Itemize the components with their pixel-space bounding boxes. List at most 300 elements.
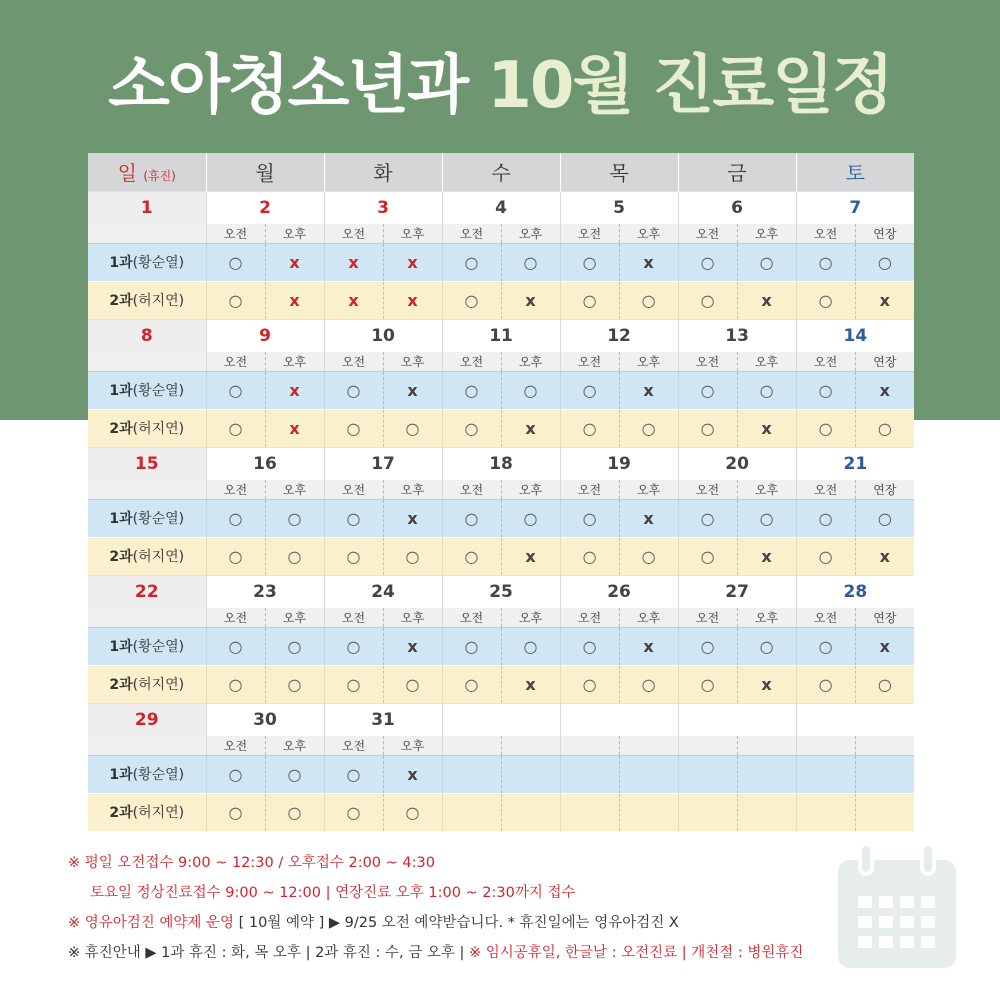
session-pm: 오후 — [619, 352, 678, 371]
open-mark: ○ — [228, 380, 243, 400]
closed-mark: x — [879, 380, 890, 400]
session-pm: 오후 — [265, 224, 324, 243]
availability-cell — [442, 537, 501, 575]
availability-cell — [737, 371, 796, 409]
closed-mark: x — [525, 290, 536, 310]
session-am: 오전 — [560, 224, 619, 243]
session-am: 오전 — [678, 224, 737, 243]
empty-slot — [501, 755, 560, 793]
availability-cell — [501, 371, 560, 409]
session-am: 오전 — [796, 224, 855, 243]
open-mark: ○ — [700, 290, 715, 310]
availability-cell — [206, 499, 265, 537]
availability-cell — [619, 627, 678, 665]
availability-cell — [265, 627, 324, 665]
open-mark: ○ — [346, 674, 361, 694]
open-mark: ○ — [228, 418, 243, 438]
empty-date — [796, 703, 914, 736]
open-mark: ○ — [464, 290, 479, 310]
closed-mark: x — [407, 380, 418, 400]
doctor-label — [88, 243, 206, 281]
availability-cell — [501, 537, 560, 575]
open-mark: ○ — [287, 546, 302, 566]
availability-cell — [265, 281, 324, 319]
doctor-name: (황순열) — [132, 511, 185, 527]
availability-cell — [383, 665, 442, 703]
closed-mark: x — [761, 418, 772, 438]
availability-cell — [383, 371, 442, 409]
date-cell: 27 — [678, 575, 796, 608]
availability-cell — [501, 499, 560, 537]
session-pm: 오후 — [619, 480, 678, 499]
availability-cell — [796, 665, 855, 703]
closed-mark: x — [761, 546, 772, 566]
session-am: 오전 — [442, 224, 501, 243]
availability-cell — [206, 793, 265, 831]
availability-cell — [855, 499, 914, 537]
session-header-row — [88, 608, 914, 627]
doctor-name: (황순열) — [132, 639, 185, 655]
open-mark: ○ — [464, 418, 479, 438]
session-am: 오전 — [678, 608, 737, 627]
open-mark: ○ — [818, 508, 833, 528]
closed-mark: x — [289, 418, 300, 438]
availability-cell — [560, 243, 619, 281]
closed-mark: x — [643, 636, 654, 656]
session-header-row — [88, 352, 914, 371]
availability-cell — [560, 665, 619, 703]
date-cell: 17 — [324, 447, 442, 480]
doctor-dept: 2과 — [109, 293, 133, 309]
availability-cell — [265, 793, 324, 831]
date-cell: 23 — [206, 575, 324, 608]
availability-cell — [737, 627, 796, 665]
weekday-tue: 화 — [324, 153, 442, 191]
date-cell: 13 — [678, 319, 796, 352]
availability-cell — [442, 499, 501, 537]
open-mark: ○ — [582, 636, 597, 656]
doctor-label — [88, 793, 206, 831]
open-mark: ○ — [700, 380, 715, 400]
availability-cell — [324, 281, 383, 319]
session-am: 오전 — [324, 736, 383, 755]
session-header-row — [88, 480, 914, 499]
open-mark: ○ — [582, 546, 597, 566]
empty-slot — [501, 793, 560, 831]
session-am: 오전 — [796, 352, 855, 371]
availability-cell — [855, 243, 914, 281]
doctor-name: (허지연) — [132, 805, 185, 822]
open-mark: ○ — [759, 508, 774, 528]
availability-cell — [737, 243, 796, 281]
availability-cell — [560, 627, 619, 665]
open-mark: ○ — [523, 380, 538, 400]
date-sunday: 29 — [88, 703, 206, 736]
session-am: 오전 — [206, 608, 265, 627]
open-mark: ○ — [346, 380, 361, 400]
session-pm: 오후 — [383, 352, 442, 371]
notes — [68, 848, 948, 968]
session-am: 오전 — [560, 608, 619, 627]
weekday-sun: 일 (휴진) — [88, 153, 206, 191]
availability-cell — [206, 627, 265, 665]
empty-slot — [855, 755, 914, 793]
open-mark: ○ — [346, 508, 361, 528]
open-mark: ○ — [877, 252, 892, 272]
open-mark: ○ — [287, 764, 302, 784]
schedule-calendar — [88, 153, 914, 831]
session-label-blank — [88, 480, 206, 499]
session-header-row — [88, 224, 914, 243]
availability-cell — [265, 243, 324, 281]
session-am: 오전 — [442, 480, 501, 499]
empty-slot — [442, 755, 501, 793]
availability-cell — [206, 755, 265, 793]
availability-cell — [678, 409, 737, 447]
empty-date — [678, 703, 796, 736]
open-mark: ○ — [346, 546, 361, 566]
availability-cell — [737, 665, 796, 703]
empty-session — [796, 736, 855, 755]
empty-session — [678, 736, 737, 755]
availability-cell — [855, 371, 914, 409]
weekday-thu: 목 — [560, 153, 678, 191]
session-label-blank — [88, 352, 206, 371]
availability-cell — [560, 281, 619, 319]
session-pm: 오후 — [501, 480, 560, 499]
open-mark: ○ — [818, 674, 833, 694]
open-mark: ○ — [641, 418, 656, 438]
availability-cell — [678, 665, 737, 703]
open-mark: ○ — [759, 636, 774, 656]
closed-mark: x — [407, 252, 418, 272]
week-date-row — [88, 703, 914, 736]
open-mark: ○ — [405, 418, 420, 438]
doctor-row-2 — [88, 665, 914, 703]
weekday-header — [88, 153, 914, 191]
date-cell: 5 — [560, 191, 678, 224]
empty-session — [737, 736, 796, 755]
open-mark: ○ — [818, 546, 833, 566]
open-mark: ○ — [287, 636, 302, 656]
session-label-blank — [88, 224, 206, 243]
availability-cell — [442, 281, 501, 319]
session-am: 오전 — [678, 480, 737, 499]
empty-slot — [619, 755, 678, 793]
doctor-name: (허지연) — [132, 421, 185, 437]
open-mark: ○ — [641, 674, 656, 694]
availability-cell — [678, 499, 737, 537]
open-mark: ○ — [228, 764, 243, 784]
closed-mark: x — [643, 508, 654, 528]
week-date-row — [88, 575, 914, 608]
note-closure: ※ 휴진안내 ▶ 1과 휴진 : 화, 목 오후 | 2과 휴진 : 수, 금 오후 | ※ 임시공휴일, 한글날 : 오전진료 | 개천절 : 병원휴진 — [68, 945, 804, 961]
empty-slot — [560, 755, 619, 793]
availability-cell — [383, 499, 442, 537]
open-mark: ○ — [228, 546, 243, 566]
availability-cell — [501, 281, 560, 319]
open-mark: ○ — [582, 252, 597, 272]
empty-session — [619, 736, 678, 755]
title-department: 소아청소년과 — [108, 49, 468, 123]
session-am: 오전 — [678, 352, 737, 371]
closed-mark: x — [407, 636, 418, 656]
date-cell: 7 — [796, 191, 914, 224]
empty-slot — [442, 793, 501, 831]
closed-mark: x — [761, 674, 772, 694]
session-pm: 오후 — [737, 480, 796, 499]
session-pm: 오후 — [501, 352, 560, 371]
doctor-name: (허지연) — [132, 293, 185, 309]
availability-cell — [560, 409, 619, 447]
page-title — [0, 46, 1000, 126]
date-cell: 6 — [678, 191, 796, 224]
date-sunday: 22 — [88, 575, 206, 608]
empty-slot — [678, 793, 737, 831]
open-mark: ○ — [346, 418, 361, 438]
availability-cell — [855, 627, 914, 665]
open-mark: ○ — [582, 674, 597, 694]
open-mark: ○ — [228, 636, 243, 656]
availability-cell — [442, 409, 501, 447]
closed-mark: x — [643, 252, 654, 272]
availability-cell — [206, 281, 265, 319]
session-am: 오전 — [206, 352, 265, 371]
open-mark: ○ — [287, 802, 302, 822]
doctor-dept: 1과 — [109, 639, 133, 655]
session-pm: 오후 — [737, 608, 796, 627]
closed-mark: x — [348, 252, 359, 272]
session-ext: 연장 — [855, 352, 914, 371]
empty-slot — [560, 793, 619, 831]
doctor-name: (허지연) — [132, 677, 185, 693]
note-saturday: 토요일 정상진료접수 9:00 ~ 12:00 | 연장진료 오후 1:00 ~ 2:30까지 접수 — [90, 885, 576, 901]
availability-cell — [619, 665, 678, 703]
availability-cell — [619, 281, 678, 319]
doctor-dept: 2과 — [109, 805, 133, 822]
doctor-label — [88, 409, 206, 447]
doctor-label — [88, 627, 206, 665]
availability-cell — [619, 499, 678, 537]
session-pm: 오후 — [501, 224, 560, 243]
open-mark: ○ — [346, 802, 361, 822]
week-date-row — [88, 191, 914, 224]
availability-cell — [206, 371, 265, 409]
date-cell: 20 — [678, 447, 796, 480]
session-pm: 오후 — [265, 736, 324, 755]
closed-mark: x — [407, 290, 418, 310]
date-cell: 24 — [324, 575, 442, 608]
availability-cell — [383, 409, 442, 447]
open-mark: ○ — [228, 674, 243, 694]
closed-mark: x — [761, 290, 772, 310]
doctor-name: (황순열) — [132, 767, 185, 783]
session-am: 오전 — [324, 224, 383, 243]
open-mark: ○ — [818, 252, 833, 272]
date-sunday: 1 — [88, 191, 206, 224]
doctor-label — [88, 371, 206, 409]
availability-cell — [678, 627, 737, 665]
session-am: 오전 — [324, 608, 383, 627]
empty-slot — [619, 793, 678, 831]
empty-slot — [678, 755, 737, 793]
open-mark: ○ — [818, 636, 833, 656]
availability-cell — [265, 409, 324, 447]
availability-cell — [383, 243, 442, 281]
open-mark: ○ — [700, 418, 715, 438]
date-cell: 21 — [796, 447, 914, 480]
closed-mark: x — [525, 546, 536, 566]
open-mark: ○ — [523, 636, 538, 656]
session-label-blank — [88, 608, 206, 627]
availability-cell — [501, 665, 560, 703]
open-mark: ○ — [228, 802, 243, 822]
session-ext: 연장 — [855, 608, 914, 627]
availability-cell — [796, 371, 855, 409]
open-mark: ○ — [877, 418, 892, 438]
availability-cell — [206, 537, 265, 575]
open-mark: ○ — [641, 546, 656, 566]
date-cell: 11 — [442, 319, 560, 352]
open-mark: ○ — [818, 418, 833, 438]
closed-mark: x — [525, 674, 536, 694]
availability-cell — [265, 499, 324, 537]
weekday-mon: 월 — [206, 153, 324, 191]
session-pm: 오후 — [383, 480, 442, 499]
calendar-body — [88, 191, 914, 831]
open-mark: ○ — [464, 546, 479, 566]
availability-cell — [737, 537, 796, 575]
open-mark: ○ — [464, 252, 479, 272]
session-pm: 오후 — [265, 480, 324, 499]
title-schedule: 10월 진료일정 — [487, 49, 892, 123]
open-mark: ○ — [700, 674, 715, 694]
availability-cell — [265, 755, 324, 793]
availability-cell — [678, 243, 737, 281]
closed-mark: x — [289, 290, 300, 310]
doctor-row-2 — [88, 537, 914, 575]
empty-slot — [855, 793, 914, 831]
session-am: 오전 — [442, 352, 501, 371]
doctor-label — [88, 281, 206, 319]
open-mark: ○ — [700, 636, 715, 656]
open-mark: ○ — [405, 802, 420, 822]
weekday-wed: 수 — [442, 153, 560, 191]
closed-mark: x — [879, 546, 890, 566]
session-label-blank — [88, 736, 206, 755]
closed-mark: x — [525, 418, 536, 438]
doctor-label — [88, 499, 206, 537]
doctor-row-1 — [88, 755, 914, 793]
open-mark: ○ — [700, 252, 715, 272]
closed-mark: x — [348, 290, 359, 310]
open-mark: ○ — [464, 508, 479, 528]
empty-slot — [796, 793, 855, 831]
empty-date — [442, 703, 560, 736]
session-ext: 연장 — [855, 480, 914, 499]
open-mark: ○ — [464, 380, 479, 400]
availability-cell — [383, 537, 442, 575]
doctor-label — [88, 537, 206, 575]
date-cell: 30 — [206, 703, 324, 736]
closed-mark: x — [643, 380, 654, 400]
empty-session — [560, 736, 619, 755]
week-date-row — [88, 319, 914, 352]
availability-cell — [442, 371, 501, 409]
weekday-fri: 금 — [678, 153, 796, 191]
open-mark: ○ — [464, 636, 479, 656]
availability-cell — [855, 665, 914, 703]
open-mark: ○ — [877, 508, 892, 528]
availability-cell — [442, 627, 501, 665]
doctor-row-1 — [88, 627, 914, 665]
doctor-dept: 1과 — [109, 511, 133, 527]
empty-date — [560, 703, 678, 736]
empty-session — [501, 736, 560, 755]
session-am: 오전 — [442, 608, 501, 627]
open-mark: ○ — [582, 418, 597, 438]
date-cell: 28 — [796, 575, 914, 608]
date-cell: 25 — [442, 575, 560, 608]
session-header-row — [88, 736, 914, 755]
availability-cell — [619, 537, 678, 575]
doctor-dept: 1과 — [109, 383, 133, 399]
closed-mark: x — [879, 290, 890, 310]
open-mark: ○ — [700, 508, 715, 528]
closed-mark: x — [879, 636, 890, 656]
date-cell: 14 — [796, 319, 914, 352]
doctor-row-2 — [88, 409, 914, 447]
session-pm: 오후 — [383, 224, 442, 243]
availability-cell — [796, 537, 855, 575]
availability-cell — [678, 281, 737, 319]
closed-mark: x — [289, 380, 300, 400]
open-mark: ○ — [287, 674, 302, 694]
availability-cell — [324, 665, 383, 703]
availability-cell — [324, 627, 383, 665]
open-mark: ○ — [405, 546, 420, 566]
doctor-dept: 2과 — [109, 549, 133, 565]
availability-cell — [737, 281, 796, 319]
open-mark: ○ — [523, 508, 538, 528]
session-am: 오전 — [560, 480, 619, 499]
session-pm: 오후 — [383, 608, 442, 627]
date-cell: 26 — [560, 575, 678, 608]
availability-cell — [265, 537, 324, 575]
availability-cell — [383, 281, 442, 319]
session-ext: 연장 — [855, 224, 914, 243]
date-sunday: 8 — [88, 319, 206, 352]
open-mark: ○ — [405, 674, 420, 694]
availability-cell — [324, 755, 383, 793]
session-pm: 오후 — [501, 608, 560, 627]
doctor-dept: 1과 — [109, 767, 133, 783]
doctor-dept: 1과 — [109, 255, 133, 271]
availability-cell — [501, 243, 560, 281]
availability-cell — [324, 537, 383, 575]
availability-cell — [796, 243, 855, 281]
session-am: 오전 — [560, 352, 619, 371]
doctor-dept: 2과 — [109, 421, 133, 437]
doctor-row-1 — [88, 499, 914, 537]
date-cell: 31 — [324, 703, 442, 736]
date-cell: 19 — [560, 447, 678, 480]
open-mark: ○ — [700, 546, 715, 566]
availability-cell — [737, 409, 796, 447]
open-mark: ○ — [641, 290, 656, 310]
availability-cell — [383, 627, 442, 665]
availability-cell — [324, 793, 383, 831]
